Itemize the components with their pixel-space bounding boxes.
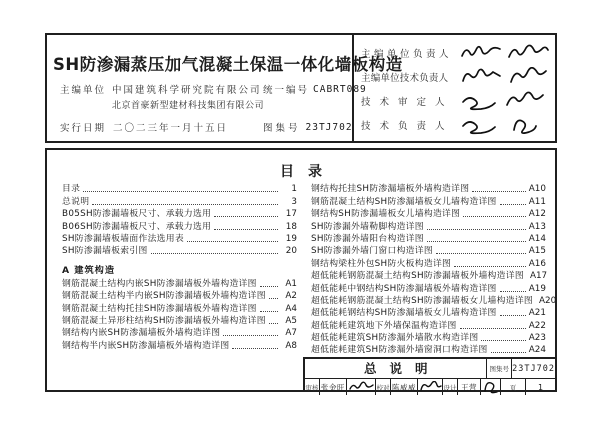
toc-entry: SH防渗漏墙板索引图 20	[62, 246, 297, 257]
dot-leader	[500, 291, 526, 292]
atlas-number-row	[263, 120, 353, 134]
effective-date-row	[60, 120, 228, 134]
toc-entry: 钢结构梁柱外包SH防火板构造详图 A16	[311, 258, 546, 269]
dot-leader	[454, 266, 526, 267]
signer-label: 主编单位负责人	[361, 49, 453, 60]
handwritten-signature	[419, 381, 442, 393]
dot-leader	[232, 348, 278, 349]
page-label: 页	[501, 379, 526, 395]
review-label: 审核	[305, 379, 320, 395]
dot-leader	[269, 298, 278, 299]
signer-label: 主编单位技术负责人	[361, 73, 449, 84]
dot-leader	[472, 191, 525, 192]
dot-leader	[491, 352, 526, 353]
unified-number-value: CABRT089	[313, 83, 367, 95]
review-name: 张金旺	[320, 379, 347, 395]
sheet-title: 总说明	[305, 359, 487, 378]
toc-entry: SH防渗漏外墙勒脚构造详图 A13	[311, 221, 546, 232]
handwritten-signature	[482, 379, 500, 395]
footer-atlas-number-value: 23TJ702	[512, 363, 555, 374]
unified-number-row	[263, 82, 367, 96]
toc-entry: 钢结构SH防渗漏墙板女儿墙构造详图 A12	[311, 209, 546, 220]
toc-entry: SH防渗漏外墙阳台构造详图 A14	[311, 233, 546, 244]
toc-entry: 钢筋混凝土异形柱结构SH防渗漏墙板外墙构造详图 A5	[62, 315, 297, 326]
dot-leader	[481, 340, 525, 341]
title-block	[45, 33, 557, 143]
dot-leader	[500, 315, 526, 316]
handwritten-signature	[459, 43, 551, 63]
dot-leader	[427, 229, 526, 230]
signer-row-review	[361, 89, 551, 113]
signer-row-tech	[361, 113, 551, 137]
dot-leader	[223, 335, 278, 336]
dot-leader	[214, 229, 278, 230]
toc-entry: 超低能耗建筑SH防渗漏外墙窗洞口构造详图 A24	[311, 345, 546, 356]
signer-row-chief-tech	[361, 65, 551, 89]
title-block-left	[47, 35, 403, 141]
effective-date-label: 实行日期	[60, 123, 107, 134]
toc-entry: 钢结构内嵌SH防渗漏墙板外墙构造详图 A7	[62, 328, 297, 339]
handwritten-signature	[459, 91, 551, 111]
chief-editor-row	[60, 82, 264, 111]
sheet-signoff-row	[305, 379, 555, 395]
review-signature-cell	[347, 379, 376, 395]
design-signature-cell	[481, 379, 501, 395]
handwritten-signature	[459, 115, 551, 135]
toc-column-right	[311, 183, 557, 356]
proof-name: 陈威威	[391, 379, 418, 395]
design-name: 王营	[458, 379, 481, 395]
dot-leader	[463, 216, 526, 217]
toc-entry: 钢筋混凝土结构SH防渗漏墙板女儿墙构造详图 A11	[311, 196, 546, 207]
toc-entry: 钢筋混凝土结构半内嵌SH防渗漏墙板外墙构造详图 A2	[62, 291, 297, 302]
design-label: 设计	[443, 379, 458, 395]
signer-label: 技术审定人	[361, 97, 454, 108]
document-title: SH防渗漏蒸压加气混凝土保温一体化墙板构造	[53, 55, 403, 74]
toc-entry: 钢结构半内嵌SH防渗漏墙板外墙构造详图 A8	[62, 340, 297, 351]
page-number: 1	[537, 382, 544, 392]
signer-label: 技术负责人	[361, 121, 454, 132]
toc-entry: 超低能耗钢筋混凝土结构SH防渗漏墙板外墙构造详图 A17	[311, 271, 548, 282]
title-block-signers	[354, 35, 555, 141]
chief-editor-label: 主编单位	[60, 85, 107, 96]
toc-entry: 钢筋混凝土结构托挂SH防渗漏墙板外墙构造详图 A4	[62, 303, 297, 314]
toc-entry: B05SH防渗漏墙板尺寸、承载力选用 17	[62, 209, 297, 220]
toc-columns	[62, 183, 557, 356]
handwritten-signature	[459, 67, 551, 87]
dot-leader	[500, 204, 526, 205]
toc-entry: 目录 1	[62, 184, 297, 195]
toc-entry: 钢筋混凝土结构内嵌SH防渗漏墙板外墙构造详图 A1	[62, 278, 297, 289]
dot-leader	[260, 286, 278, 287]
toc-gap	[62, 257, 297, 264]
toc-entry: B06SH防渗漏墙板尺寸、承载力选用 18	[62, 221, 297, 232]
dot-leader	[151, 253, 278, 254]
toc-entry: 钢结构托挂SH防渗漏墙板外墙构造详图 A10	[311, 184, 546, 195]
effective-date-value: 二〇二三年一月十五日	[113, 123, 229, 134]
toc-entry: 超低能耗建筑SH防渗漏外墙散水构造详图 A23	[311, 333, 546, 344]
editor-unit-1: 中国建筑科学研究院有限公司	[112, 85, 262, 96]
atlas-number-label: 图集号	[263, 123, 301, 134]
dot-leader	[187, 241, 278, 242]
dot-leader	[427, 241, 526, 242]
chief-editor-units	[112, 82, 264, 111]
editor-unit-2: 北京首豪新型建材科技集团有限公司	[112, 101, 265, 111]
proof-label: 校对	[376, 379, 391, 395]
toc-entry: 总说明 3	[62, 196, 297, 207]
toc-entry: SH防渗漏墙板墙面作法选用表 19	[62, 233, 297, 244]
toc-column-left	[62, 183, 297, 356]
dot-leader	[92, 204, 278, 205]
unified-number-label: 统一编号	[263, 85, 310, 96]
sheet-title-row	[305, 359, 555, 379]
handwritten-signature	[348, 381, 375, 393]
toc-section-heading: A 建筑构造	[62, 265, 116, 277]
toc-block	[45, 148, 557, 392]
dot-leader	[460, 328, 526, 329]
dot-leader	[436, 253, 526, 254]
toc-title: 目录	[280, 164, 336, 180]
sheet-title-block	[303, 357, 557, 392]
footer-atlas-number-label: 图集号	[487, 359, 512, 378]
signer-row-chief	[361, 41, 551, 65]
toc-entry: 超低能耗建筑地下外墙保温构造详图 A22	[311, 320, 546, 331]
toc-entry: 超低能耗中钢结构SH防渗漏墙板外墙构造详图 A19	[311, 283, 546, 294]
proof-signature-cell	[418, 379, 443, 395]
atlas-number-value: 23TJ702	[305, 121, 353, 133]
dot-leader	[269, 323, 278, 324]
toc-entry: 超低能耗钢筋混凝土结构SH防渗漏墙板女儿墙构造详图 A20	[311, 295, 557, 306]
dot-leader	[260, 311, 278, 312]
dot-leader	[83, 191, 278, 192]
toc-entry: SH防渗漏外墙门窗口构造详图 A15	[311, 246, 546, 257]
toc-entry: 超低能耗钢结构SH防渗漏墙板女儿墙构造详图 A21	[311, 308, 546, 319]
dot-leader	[214, 216, 278, 217]
